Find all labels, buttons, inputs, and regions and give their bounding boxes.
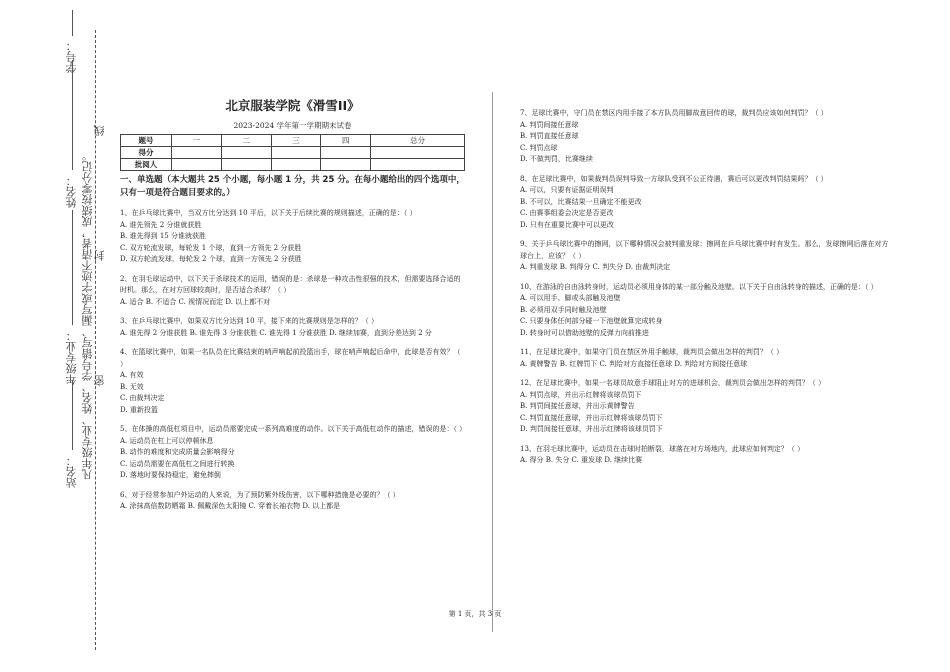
question-item	[120, 424, 465, 482]
question-stem: 1、在乒乓球比赛中，当双方比分达到 10 平后，以下关于后续比赛的规则描述，正确的是：（ ）	[120, 209, 417, 217]
question-stem: 6、对于经常参加户外运动的人来说，为了预防紫外线伤害，以下哪种措施是必要的？（ ）	[120, 490, 400, 499]
question-item	[120, 316, 465, 339]
score-col-header: 二	[221, 135, 271, 147]
score-cell[interactable]	[172, 159, 222, 171]
question-option[interactable]: D. 双方轮流发球，每轮发 2 个球，直到一方领先 2 分获胜	[120, 255, 302, 263]
column-divider	[492, 92, 493, 632]
question-option[interactable]: D. 转身时可以借助池壁的反弹力向前推进	[520, 328, 649, 337]
question-stem: 4、在篮球比赛中，如果一名队员在比赛结束的哨声响起前投篮出手，球在哨声响起后命中，此球是否有效？（ ）	[120, 348, 461, 368]
question-option[interactable]: C. 判罚直接任意球，并出示红牌将该球员罚下	[520, 413, 663, 422]
question-stem: 9、关于乒乓球比赛中的擦网，以下哪种情况会被判重发球：擦网在乒乓球比赛中时有发生。那么，发球擦网后落在对方球台上，应该？（ ）	[520, 240, 889, 260]
binding-notice: 凡年级专业、姓名、学号错写、漏写或字迹不清者，成绩按零分记。	[81, 150, 94, 480]
score-table-row	[121, 147, 465, 159]
score-row-header: 得分	[121, 147, 172, 159]
score-cell[interactable]	[221, 159, 271, 171]
question-option[interactable]: D. 落地时要保持稳定，避免摔倒	[120, 471, 221, 479]
score-cell[interactable]	[271, 159, 321, 171]
score-cell[interactable]	[172, 147, 222, 159]
grade-major-label: 年级专业：	[65, 330, 78, 385]
question-stem: 2、在羽毛球运动中，以下关于杀球技术的运用，错误的是：杀球是一种攻击性很强的技术，但需要选择合适的时机。那么，在对方回球较高时，是否适合杀球？（ ）	[120, 274, 461, 294]
name-label: 姓名：	[65, 175, 78, 208]
question-item	[120, 347, 465, 416]
question-option[interactable]: C. 运动员需要在高低杠之间进行转换	[120, 459, 235, 468]
question-option[interactable]: A. 判罚点球，并出示红牌将该球员罚下	[520, 390, 642, 399]
question-option[interactable]: C. 由裁判决定	[120, 394, 165, 402]
score-cell[interactable]	[221, 147, 271, 159]
score-cell[interactable]	[371, 147, 465, 159]
question-option[interactable]: B. 不可以，比赛结果一旦确定不能更改	[520, 197, 642, 206]
question-option[interactable]: D. 判罚间接任意球，并出示红牌将该球员罚下	[520, 425, 663, 433]
question-option[interactable]: A. 可以，只要有证据证明误判	[520, 186, 614, 194]
question-option[interactable]: B. 判罚间接任意球，并出示黄牌警告	[520, 402, 635, 410]
score-col-header: 四	[321, 135, 371, 147]
question-stem: 13、在羽毛球比赛中，运动员在击球时拍断裂，球落在对方场地内，此球应如何判定？（ ）	[520, 444, 805, 453]
question-item	[520, 108, 890, 166]
score-table-row	[121, 159, 465, 171]
question-option[interactable]: A. 得分 B. 失分 C. 重发球 D. 继续比赛	[520, 456, 643, 464]
question-item	[520, 444, 890, 467]
score-col-header: 三	[271, 135, 321, 147]
question-option[interactable]: A. 可以用手、脚或头部触及池壁	[520, 294, 621, 302]
question-item	[120, 208, 465, 266]
exam-subtitle: 2023-2024 学年第一学期期末试卷	[233, 121, 352, 130]
question-option[interactable]: B. 判罚直接任意球	[520, 132, 579, 140]
name-line	[72, 60, 73, 170]
student-id-line	[72, 10, 73, 36]
question-stem: 8、在足球比赛中，如果裁判员误判导致一方球队受到不公正待遇，赛后可以更改判罚结果吗？（ ）	[520, 174, 828, 183]
question-list-right	[520, 108, 890, 467]
question-option[interactable]: B. 无效	[120, 382, 144, 391]
seal-mark-line: 线	[93, 125, 106, 136]
score-col-header: 一	[172, 135, 222, 147]
question-option[interactable]: C. 双方轮流发球，每轮发 1 个球，直到一方领先 2 分获胜	[120, 243, 302, 252]
question-option[interactable]: B. 动作的难度和完成质量会影响得分	[120, 448, 235, 456]
question-option[interactable]: D. 重新投篮	[120, 405, 158, 414]
score-table-header-row	[121, 135, 465, 147]
exam-title: 北京服装学院《滑雪II》	[225, 98, 360, 113]
question-list-left	[120, 208, 465, 513]
question-item	[520, 239, 890, 274]
question-item	[520, 174, 890, 232]
question-option[interactable]: D. 只有在重要比赛中可以更改	[520, 220, 614, 229]
question-stem: 10、在游泳的自由泳转身时，运动员必须用身体的某一部分触及池壁。以下关于自由泳转身的描述，正确的是：（ ）	[520, 282, 878, 291]
score-cell[interactable]	[371, 159, 465, 171]
question-stem: 12、在足球比赛中，如果一名球员故意手球阻止对方的进球机会，裁判员会做出怎样的判罚？（ ）	[520, 379, 826, 387]
question-option[interactable]: B. 谁先得到 15 分谁就获胜	[120, 232, 206, 240]
binding-margin	[0, 0, 110, 672]
question-option[interactable]: A. 判重发球 B. 判得分 C. 判失分 D. 由裁判决定	[520, 263, 671, 271]
site-label: 站名：	[65, 455, 78, 488]
question-stem: 7、足球比赛中，守门员在禁区内用手接了本方队员用脚故意回传的球，裁判员应该如何判罚？（ ）	[520, 109, 828, 117]
question-option[interactable]: C. 只要身体任何部分碰一下池壁就算完成转身	[520, 317, 663, 325]
question-option[interactable]: A. 黄牌警告 B. 红牌罚下 C. 判给对方直接任意球 D. 判给对方间接任意球	[520, 359, 748, 368]
question-stem: 5、在体操的高低杠项目中，运动员需要完成一系列高难度的动作。以下关于高低杠动作的描述，错误的是：（ ）	[120, 425, 467, 433]
seal-mark-seal: 封	[93, 250, 106, 261]
question-option[interactable]: C. 判罚点球	[520, 143, 558, 152]
score-cell[interactable]	[321, 147, 371, 159]
grade-line	[72, 210, 73, 325]
question-item	[520, 378, 890, 436]
question-option[interactable]: A. 有效	[120, 371, 144, 379]
question-option[interactable]: D. 不做判罚，比赛继续	[520, 155, 593, 163]
question-stem: 3、在乒乓球比赛中，如果双方比分达到 10 平，接下来的比赛规则是怎样的？（ ）	[120, 317, 379, 325]
question-option[interactable]: B. 必须用双手同时触及池壁	[520, 305, 607, 314]
site-line	[72, 380, 73, 450]
question-item	[120, 490, 465, 513]
question-option[interactable]: A. 适合 B. 不适合 C. 视情况而定 D. 以上都不对	[120, 297, 271, 306]
score-cell[interactable]	[271, 147, 321, 159]
question-stem: 11、在足球比赛中，如果守门员在禁区外用手触球，裁判员会做出怎样的判罚？（ ）	[520, 348, 784, 356]
student-id-label: 学号：	[65, 40, 78, 73]
page-number: 第 1 页，共 3 页	[448, 610, 502, 618]
question-item	[520, 347, 890, 370]
score-col-header: 题号	[121, 135, 172, 147]
left-column	[120, 92, 465, 513]
question-item	[120, 274, 465, 309]
seal-mark-secret: 密	[93, 375, 106, 386]
score-table	[120, 134, 465, 171]
question-option[interactable]: A. 谁先得 2 分谁获胜 B. 谁先得 3 分谁获胜 C. 谁先得 1 分谁获胜 D. 继续加赛，直到分差达到 2 分	[120, 328, 432, 337]
question-option[interactable]: A. 运动员在杠上可以停顿休息	[120, 436, 214, 445]
section-heading: 一、单选题（本大题共 25 个小题，每小题 1 分，共 25 分。在每小题给出的四个选项中，只有一项是符合题目要求的。）	[120, 175, 465, 198]
score-cell[interactable]	[321, 159, 371, 171]
question-option[interactable]: C. 由赛事组委会决定是否更改	[520, 209, 614, 217]
score-row-header: 批阅人	[121, 159, 172, 171]
question-option[interactable]: A. 谁先领先 2 分谁就获胜	[120, 220, 202, 229]
question-option[interactable]: A. 涂抹高倍数防晒霜 B. 佩戴深色太阳镜 C. 穿着长袖衣物 D. 以上都是	[120, 502, 341, 510]
right-column	[520, 100, 890, 467]
question-option[interactable]: A. 判罚间接任意球	[520, 120, 579, 129]
question-item	[520, 282, 890, 340]
score-col-header: 总分	[371, 135, 465, 147]
